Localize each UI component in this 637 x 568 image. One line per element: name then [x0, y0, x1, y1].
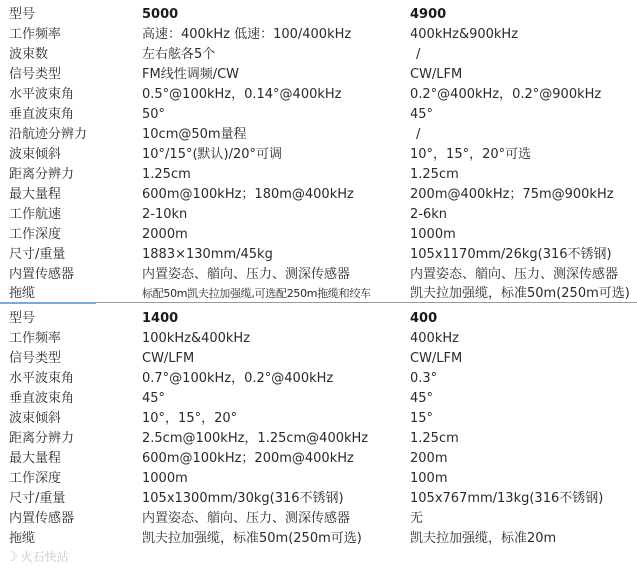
model-4900-value: /	[416, 127, 421, 142]
row-label: 距离分辨力	[9, 431, 75, 446]
table-row	[0, 65, 637, 85]
table-row	[0, 265, 637, 285]
model-4900-value: 1.25cm	[410, 167, 459, 182]
table-row	[0, 284, 637, 304]
model-5000-value: 1.25cm	[142, 167, 191, 182]
watermark	[6, 548, 69, 566]
model-4900-value: CW/LFM	[410, 67, 463, 82]
model-400-value: 无	[410, 511, 424, 526]
table-row	[0, 349, 637, 369]
model-4900-value: 45°	[410, 107, 434, 122]
row-label: 水平波束角	[9, 87, 75, 102]
table-row	[0, 225, 637, 245]
table-row	[0, 389, 637, 409]
table-row	[0, 185, 637, 205]
model-4900-value: /	[416, 47, 421, 62]
model-5000-value: FM线性调频/CW	[142, 67, 240, 82]
model-5000-value: 0.5°@100kHz，0.14°@400kHz	[142, 87, 342, 102]
row-label: 信号类型	[9, 67, 62, 82]
row-label: 尺寸/重量	[9, 491, 66, 506]
table-1-header-row	[0, 5, 637, 25]
table-row	[0, 105, 637, 125]
table-row	[0, 145, 637, 165]
row-label: 距离分辨力	[9, 167, 75, 182]
table-row	[0, 45, 637, 65]
table-row	[0, 469, 637, 489]
model-400-value: 1.25cm	[410, 431, 459, 446]
model-400-value: 15°	[410, 411, 434, 426]
model-5000-value: 2000m	[142, 227, 188, 242]
model-4900-value: 105x1170mm/26kg(316不锈钢)	[410, 247, 612, 262]
model-400-value: CW/LFM	[410, 351, 463, 366]
model-5000-value: 2-10kn	[142, 207, 188, 222]
model-5000-value: 左右舷各5个	[142, 47, 216, 62]
row-label: 型号	[9, 311, 36, 326]
row-label: 波束数	[9, 47, 49, 62]
table-row	[0, 25, 637, 45]
model-4900-value: 10°，15°，20°可选	[410, 147, 532, 162]
model-400-value: 105x767mm/13kg(316不锈钢)	[410, 491, 604, 506]
row-label: 波束倾斜	[9, 411, 62, 426]
model-400-heading: 400	[410, 311, 438, 326]
row-label: 内置传感器	[9, 511, 75, 526]
row-label: 拖缆	[9, 286, 36, 301]
model-4900-value: 0.2°@400kHz，0.2°@900kHz	[410, 87, 602, 102]
model-1400-value: 45°	[142, 391, 166, 406]
row-label: 拖缆	[9, 531, 36, 546]
table-row	[0, 489, 637, 509]
table-row	[0, 529, 637, 549]
model-1400-value: 内置姿态、艏向、压力、测深传感器	[142, 511, 351, 526]
row-label: 内置传感器	[9, 267, 75, 282]
model-1400-value: CW/LFM	[142, 351, 195, 366]
row-label: 垂直波束角	[9, 391, 75, 406]
table-row	[0, 509, 637, 529]
row-label: 沿航迹分辨力	[9, 127, 88, 142]
table-row	[0, 85, 637, 105]
row-label: 型号	[9, 7, 36, 22]
model-1400-value: 600m@100kHz；200m@400kHz	[142, 451, 354, 466]
model-5000-value: 高速：400kHz 低速：100/400kHz	[142, 27, 352, 42]
row-label: 水平波束角	[9, 371, 75, 386]
model-4900-value: 400kHz&900kHz	[410, 27, 519, 42]
model-400-value: 100m	[410, 471, 448, 486]
model-5000-value: 50°	[142, 107, 166, 122]
model-400-value: 0.3°	[410, 371, 438, 386]
model-400-value: 200m	[410, 451, 448, 466]
row-label: 信号类型	[9, 351, 62, 366]
model-4900-value: 凯夫拉加强缆，标准50m(250m可选)	[410, 286, 630, 301]
table-row	[0, 165, 637, 185]
model-5000-value: 10cm@50m量程	[142, 127, 247, 142]
row-label: 最大量程	[9, 451, 62, 466]
row-label: 工作航速	[9, 207, 62, 222]
model-1400-value: 1000m	[142, 471, 188, 486]
row-label: 工作深度	[9, 227, 62, 242]
row-label: 工作频率	[9, 27, 62, 42]
table-row	[0, 125, 637, 145]
table-row	[0, 449, 637, 469]
model-4900-value: 2-6kn	[410, 207, 448, 222]
model-5000-value: 1883×130mm/45kg	[142, 247, 273, 262]
row-label: 最大量程	[9, 187, 62, 202]
model-4900-heading: 4900	[410, 7, 447, 22]
table-2-header-row	[0, 309, 637, 329]
model-1400-heading: 1400	[142, 311, 179, 326]
model-5000-heading: 5000	[142, 7, 179, 22]
table-row	[0, 329, 637, 349]
model-1400-value: 2.5cm@100kHz，1.25cm@400kHz	[142, 431, 369, 446]
row-label: 尺寸/重量	[9, 247, 66, 262]
row-label: 波束倾斜	[9, 147, 62, 162]
model-400-value: 45°	[410, 391, 434, 406]
table-row	[0, 205, 637, 225]
model-1400-value: 0.7°@100kHz，0.2°@400kHz	[142, 371, 334, 386]
table-row	[0, 429, 637, 449]
model-1400-value: 100kHz&400kHz	[142, 331, 251, 346]
watermark-logo-icon: ☽	[6, 550, 18, 565]
model-5000-value: 10°/15°(默认)/20°可调	[142, 147, 283, 162]
model-400-value: 400kHz	[410, 331, 459, 346]
row-label: 工作深度	[9, 471, 62, 486]
model-4900-value: 200m@400kHz；75m@900kHz	[410, 187, 614, 202]
model-4900-value: 1000m	[410, 227, 456, 242]
model-1400-value: 105x1300mm/30kg(316不锈钢)	[142, 491, 344, 506]
table-row	[0, 245, 637, 265]
table-row	[0, 369, 637, 389]
table-row	[0, 409, 637, 429]
model-5000-value: 标配50m凯夫拉加强缆,可选配250m拖缆和绞车	[142, 287, 371, 300]
watermark-text: 火石快站	[20, 550, 69, 564]
model-1400-value: 凯夫拉加强缆，标准50m(250m可选)	[142, 531, 362, 546]
table-divider-accent	[0, 302, 96, 304]
model-1400-value: 10°，15°，20°	[142, 411, 238, 426]
model-4900-value: 内置姿态、艏向、压力、测深传感器	[410, 267, 619, 282]
model-5000-value: 内置姿态、艏向、压力、测深传感器	[142, 267, 351, 282]
model-400-value: 凯夫拉加强缆，标准20m	[410, 531, 557, 546]
model-5000-value: 600m@100kHz；180m@400kHz	[142, 187, 354, 202]
row-label: 工作频率	[9, 331, 62, 346]
row-label: 垂直波束角	[9, 107, 75, 122]
